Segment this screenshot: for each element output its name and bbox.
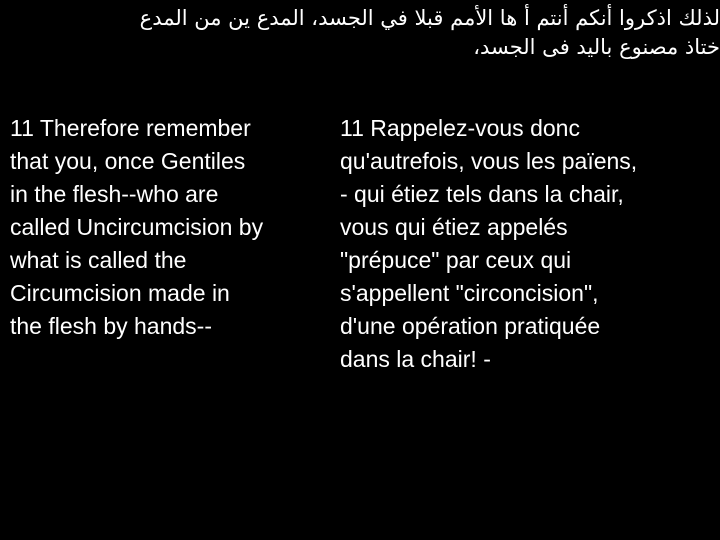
french-line: - qui étiez tels dans la chair, [340, 181, 624, 207]
verse-columns [10, 112, 710, 376]
english-verse [10, 112, 340, 376]
french-line: d'une opération pratiquée [340, 313, 601, 339]
english-line: called Uncircumcision by [10, 214, 264, 240]
arabic-line-2: ختاذ مصنوع باليد فى الجسد، [473, 35, 720, 59]
french-line: qu'autrefois, vous les païens, [340, 148, 638, 174]
english-line: what is called the [10, 247, 187, 273]
french-line: dans la chair! - [340, 346, 491, 372]
french-line: 11 Rappelez-vous donc [340, 115, 580, 141]
arabic-line-1: لذلك اذكروا أنكم أنتم أ ها الأمم قبلا في الجسد، المدع ين من المدع [139, 6, 720, 30]
english-line: 11 Therefore remember [10, 115, 251, 141]
english-line: Circumcision made in [10, 280, 230, 306]
arabic-verse [0, 4, 720, 62]
french-line: s'appellent "circoncision", [340, 280, 599, 306]
french-line: "prépuce" par ceux qui [340, 247, 572, 273]
english-line: that you, once Gentiles [10, 148, 246, 174]
french-verse [340, 112, 710, 376]
french-line: vous qui étiez appelés [340, 214, 568, 240]
english-line: the flesh by hands-- [10, 313, 213, 339]
english-line: in the flesh--who are [10, 181, 219, 207]
